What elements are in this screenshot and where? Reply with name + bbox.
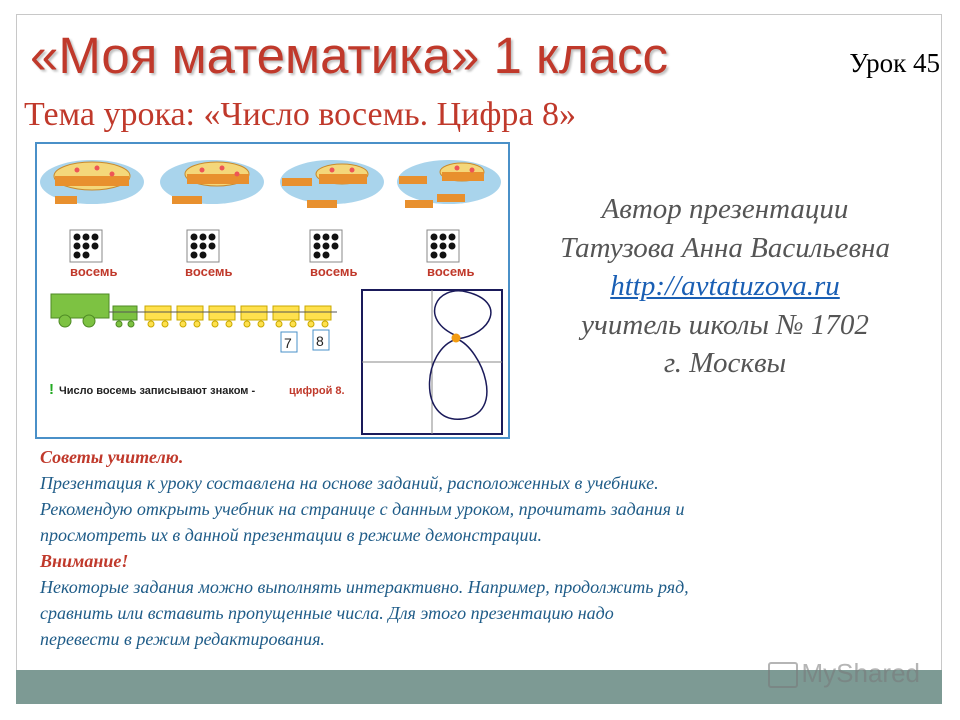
tips-heading: Советы учителю.: [40, 447, 184, 467]
watermark: [768, 658, 921, 689]
cake-image-3: [280, 160, 384, 208]
note-exclamation: !: [49, 381, 54, 398]
author-city: г. Москвы: [663, 347, 787, 379]
word-label-4: восемь: [427, 264, 475, 279]
tips-line-5: сравнить или вставить пропущенные числа. Для этого презентацию надо: [40, 603, 614, 623]
word-label-2: восемь: [185, 264, 233, 279]
author-name: Татузова Анна Васильевна: [560, 231, 890, 264]
dot-card-4: [427, 230, 459, 262]
attention-heading: Внимание!: [40, 551, 129, 571]
lesson-number: Урок 45: [849, 48, 940, 78]
slide-title: «Моя математика» 1 класс: [30, 27, 669, 84]
tips-line-4: Некоторые задания можно выполнять интерактивно. Например, продолжить ряд,: [40, 577, 689, 597]
tips-line-2: Рекомендую открыть учебник на странице с данным уроком, прочитать задания и: [40, 499, 685, 519]
projector-icon: [768, 662, 798, 688]
tips-line-3: просмотреть их в данной презентации в режиме демонстрации.: [40, 525, 542, 545]
dot-card-2: [187, 230, 219, 262]
note-emphasis: цифрой 8.: [289, 385, 345, 397]
cake-image-1: [40, 160, 144, 204]
lesson-topic: Тема урока: «Число восемь. Цифра 8»: [24, 96, 576, 133]
cake-image-4: [397, 160, 501, 208]
watermark-text: MyShared: [801, 658, 920, 688]
word-label-3: восемь: [310, 264, 358, 279]
illustration-svg: [37, 144, 508, 437]
author-position: учитель школы № 1702: [581, 308, 869, 341]
number-card-7: 7: [284, 335, 292, 351]
cake-image-2: [160, 160, 264, 204]
number-card-8: 8: [316, 333, 324, 349]
tips-line-1: Презентация к уроку составлена на основе заданий, расположенных в учебнике.: [40, 473, 659, 493]
author-heading: Автор презентации: [601, 193, 849, 225]
word-label-1: восемь: [70, 264, 118, 279]
teacher-tips: [40, 444, 920, 652]
dot-card-3: [310, 230, 342, 262]
author-block: [520, 190, 930, 383]
digit-eight-writing-grid: [362, 290, 502, 434]
dot-card-1: [70, 230, 102, 262]
note-text: Число восемь записывают знаком -: [59, 385, 256, 397]
train-image: [51, 294, 337, 327]
illustration-panel: [35, 142, 510, 439]
tips-line-6: перевести в режим редактирования.: [40, 629, 325, 649]
author-website-link[interactable]: http://avtatuzova.ru: [610, 270, 840, 302]
